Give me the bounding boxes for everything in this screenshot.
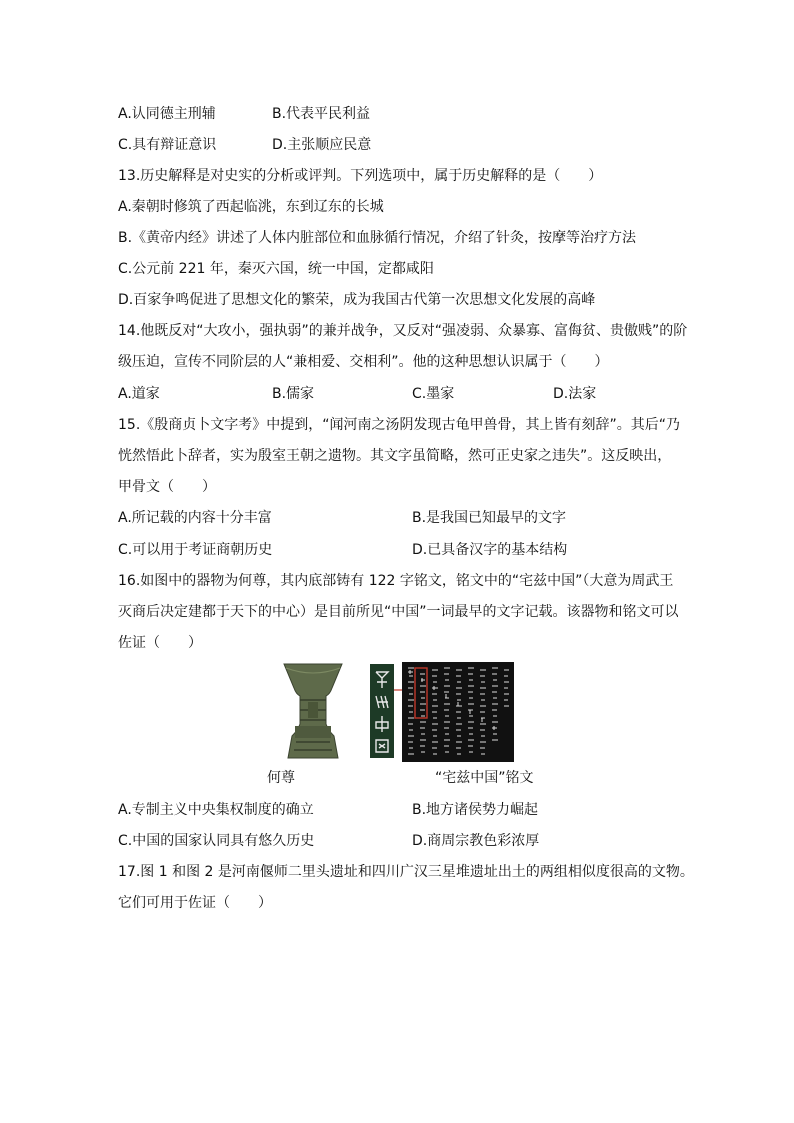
q16-option-d: D.商周宗教色彩浓厚 <box>412 833 540 849</box>
q15-option-d: D.已具备汉字的基本结构 <box>412 542 568 558</box>
q12-option-c: C.具有辩证意识 <box>118 137 217 153</box>
q13-option-a: A.秦朝时修筑了西起临洮，东到辽东的长城 <box>118 199 384 215</box>
q15-option-b: B.是我国已知最早的文字 <box>412 510 567 526</box>
q16-option-a: A.专制主义中央集权制度的确立 <box>118 802 314 818</box>
q14-stem-line-2: 级压迫，宣传不同阶层的人“兼相爱、交相利”。他的这种思想认识属于（ ） <box>118 354 609 370</box>
q17-stem-line-2: 它们可用于佐证（ ） <box>118 895 272 911</box>
he-zun-illustration <box>282 660 514 764</box>
q13-stem: 13.历史解释是对史实的分析或评判。下列选项中，属于历史解释的是（ ） <box>118 168 603 184</box>
q15-stem-line-2: 恍然悟此卜辞者，实为殷室王朝之遗物。其文字虽简略，然可正史家之违失”。这反映出， <box>118 448 672 464</box>
q14-option-b: B.儒家 <box>272 386 315 402</box>
figure-caption-he-zun: 何尊 <box>267 770 295 786</box>
q14-stem-line-1: 14.他既反对“大攻小，强执弱”的兼并战争，又反对“强凌弱、众暴寡、富侮贫、贵傲贱”的阶 <box>118 323 688 339</box>
he-zun-figure <box>282 660 514 764</box>
q16-stem-line-1: 16.如图中的器物为何尊，其内底部铸有 122 字铭文，铭文中的“宅兹中国”（大意为周武王 <box>118 573 674 589</box>
q12-option-d: D.主张顺应民意 <box>272 137 372 153</box>
q15-option-a: A.所记载的内容十分丰富 <box>118 510 272 526</box>
q15-stem-line-3: 甲骨文（ ） <box>118 479 216 495</box>
q16-option-b: B.地方诸侯势力崛起 <box>412 802 539 818</box>
q14-option-c: C.墨家 <box>412 386 455 402</box>
q14-option-a: A.道家 <box>118 386 160 402</box>
q12-option-a: A.认同德主刑辅 <box>118 106 216 122</box>
zhai-zi-zhong-guo-glyph-panel <box>370 664 394 758</box>
q16-stem-line-2: 灭商后决定建都于天下的中心）是目前所见“中国”一词最早的文字记载。该器物和铭文可以 <box>118 604 679 620</box>
q16-stem-line-3: 佐证（ ） <box>118 635 202 651</box>
inscription-rubbing-image <box>402 662 514 762</box>
q13-option-d: D.百家争鸣促进了思想文化的繁荣，成为我国古代第一次思想文化发展的高峰 <box>118 292 596 308</box>
q16-option-c: C.中国的国家认同具有悠久历史 <box>118 833 315 849</box>
figure-caption-inscription: “宅兹中国”铭文 <box>435 770 534 786</box>
he-zun-vessel-image <box>284 664 342 758</box>
q14-option-d: D.法家 <box>553 386 597 402</box>
q13-option-c: C.公元前 221 年，秦灭六国，统一中国，定都咸阳 <box>118 261 434 277</box>
q13-option-b: B.《黄帝内经》讲述了人体内脏部位和血脉循行情况，介绍了针灸，按摩等治疗方法 <box>118 230 637 246</box>
q12-option-b: B.代表平民利益 <box>272 106 371 122</box>
q15-stem-line-1: 15.《殷商贞卜文字考》中提到，“闻河南之汤阴发现古龟甲兽骨，其上皆有刻辞”。其后“乃 <box>118 417 681 433</box>
q17-stem-line-1: 17.图 1 和图 2 是河南偃师二里头遗址和四川广汉三星堆遗址出土的两组相似度很高的文物。 <box>118 864 694 880</box>
q15-option-c: C.可以用于考证商朝历史 <box>118 542 273 558</box>
